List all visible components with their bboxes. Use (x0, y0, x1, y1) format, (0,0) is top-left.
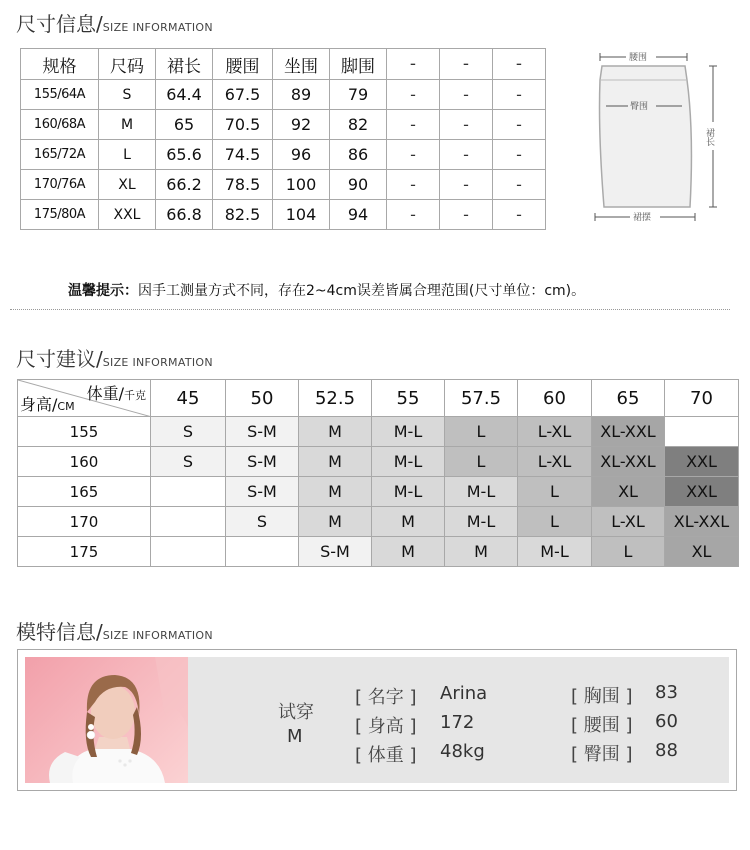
advice-weight-header: 70 (665, 380, 739, 417)
advice-weight-header: 52.5 (299, 380, 372, 417)
advice-size-cell (151, 537, 226, 567)
advice-height-cell: 160 (18, 447, 151, 477)
model-weight-label: [ 体重 ] (355, 745, 417, 766)
model-height-value: 172 (440, 712, 475, 733)
size-table-cell: 79 (330, 80, 387, 110)
advice-size-cell: M (299, 447, 372, 477)
size-table-cell: L (99, 140, 156, 170)
advice-size-cell: M (299, 417, 372, 447)
model-try-size: M (287, 726, 303, 747)
advice-size-cell: S-M (299, 537, 372, 567)
advice-size-cell (151, 477, 226, 507)
size-info-title (16, 8, 213, 37)
size-table-header-cell: - (387, 49, 440, 80)
size-table-cell: - (493, 200, 546, 230)
skirt-diagram (590, 52, 730, 232)
size-table-cell: 170/76A (21, 170, 99, 200)
advice-size-cell: L (445, 417, 518, 447)
size-table-cell: 65 (156, 110, 213, 140)
size-table-cell: - (493, 170, 546, 200)
section-divider (10, 309, 730, 310)
size-table-cell: XL (99, 170, 156, 200)
size-table-cell: - (493, 140, 546, 170)
size-table-cell: XXL (99, 200, 156, 230)
advice-height-cell: 155 (18, 417, 151, 447)
advice-table-row (18, 477, 739, 507)
size-table-cell: 82.5 (213, 200, 273, 230)
model-photo (25, 657, 188, 783)
model-name-label: [ 名字 ] (355, 687, 417, 708)
advice-size-cell: M-L (518, 537, 592, 567)
size-table-cell: 175/80A (21, 200, 99, 230)
model-height-label: [ 身高 ] (355, 716, 417, 737)
advice-size-cell: L (518, 507, 592, 537)
advice-weight-header: 57.5 (445, 380, 518, 417)
advice-size-cell: XXL (665, 447, 739, 477)
size-table-row (21, 80, 546, 110)
size-table-cell: - (493, 80, 546, 110)
size-table-cell: 100 (273, 170, 330, 200)
size-advice-title-cn: 尺寸建议/ (16, 347, 103, 371)
size-table-cell: 86 (330, 140, 387, 170)
model-bust-value: 83 (655, 682, 678, 703)
advice-size-cell: S-M (226, 417, 299, 447)
size-table-header-cell: - (493, 49, 546, 80)
size-advice-table (17, 379, 739, 567)
advice-size-cell: XL-XXL (665, 507, 739, 537)
size-table-cell: - (387, 170, 440, 200)
size-table-cell: - (493, 110, 546, 140)
size-advice-title-en: SIZE INFORMATION (102, 356, 213, 369)
model-illustration (25, 657, 188, 783)
size-table-header-cell: 裙长 (156, 49, 213, 80)
model-weight-value: 48kg (440, 741, 485, 762)
size-table-cell: 82 (330, 110, 387, 140)
advice-size-cell: S (151, 447, 226, 477)
advice-size-cell: S-M (226, 477, 299, 507)
size-table-cell: - (440, 110, 493, 140)
size-table-row (21, 140, 546, 170)
size-table-header-cell: - (440, 49, 493, 80)
size-table-cell: 65.6 (156, 140, 213, 170)
advice-height-cell: 170 (18, 507, 151, 537)
size-table-cell: 165/72A (21, 140, 99, 170)
advice-size-cell: M-L (372, 417, 445, 447)
advice-size-cell: XL-XXL (592, 417, 665, 447)
tip-text (68, 280, 585, 300)
advice-size-cell: L (445, 447, 518, 477)
size-table-row (21, 170, 546, 200)
advice-size-cell: M (372, 507, 445, 537)
advice-size-cell: S-M (226, 447, 299, 477)
advice-size-cell: XL-XXL (592, 447, 665, 477)
advice-size-cell: L-XL (518, 447, 592, 477)
size-table-header-cell: 规格 (21, 49, 99, 80)
advice-size-cell: M-L (372, 477, 445, 507)
size-table-cell: 92 (273, 110, 330, 140)
size-table-cell: - (440, 140, 493, 170)
advice-size-cell: S (151, 417, 226, 447)
corner-weight-label (87, 381, 146, 404)
model-bust-label: [ 胸围 ] (571, 686, 633, 707)
advice-height-cell: 175 (18, 537, 151, 567)
size-table-cell: - (387, 80, 440, 110)
size-table-cell: S (99, 80, 156, 110)
advice-table-row (18, 447, 739, 477)
size-table-cell: 89 (273, 80, 330, 110)
advice-weight-header: 45 (151, 380, 226, 417)
size-table-cell: - (387, 140, 440, 170)
advice-size-cell (226, 537, 299, 567)
size-table-cell: 155/64A (21, 80, 99, 110)
size-table-header-cell: 坐围 (273, 49, 330, 80)
model-info-box (17, 649, 737, 791)
advice-table-row (18, 537, 739, 567)
advice-size-cell: XL (665, 537, 739, 567)
advice-table-row (18, 507, 739, 537)
diagram-waist-label: 腰围 (629, 53, 648, 63)
advice-size-cell: XXL (665, 477, 739, 507)
advice-weight-header: 55 (372, 380, 445, 417)
size-table-cell: - (440, 80, 493, 110)
size-table-header-cell: 脚围 (330, 49, 387, 80)
size-table-cell: 160/68A (21, 110, 99, 140)
size-table-cell: 74.5 (213, 140, 273, 170)
advice-size-cell: M (299, 507, 372, 537)
advice-size-cell: L (592, 537, 665, 567)
advice-size-cell: XL (592, 477, 665, 507)
model-name-value: Arina (440, 683, 488, 704)
size-advice-title (16, 343, 213, 372)
advice-size-cell: M (445, 537, 518, 567)
advice-size-cell (665, 417, 739, 447)
size-table-row (21, 200, 546, 230)
advice-size-cell: M-L (372, 447, 445, 477)
size-table-header-row (21, 49, 546, 80)
size-table-cell: M (99, 110, 156, 140)
corner-height-label (20, 392, 75, 415)
corner-weight-text: 体重/ (86, 384, 124, 403)
tip-label: 温馨提示： (68, 283, 138, 299)
size-table-cell: 66.8 (156, 200, 213, 230)
size-table-cell: 94 (330, 200, 387, 230)
model-hip-value: 88 (655, 740, 678, 761)
model-info-title (16, 616, 213, 645)
size-info-table (20, 48, 546, 230)
size-table-header-cell: 腰围 (213, 49, 273, 80)
size-table-cell: 78.5 (213, 170, 273, 200)
model-info-panel (25, 657, 729, 783)
size-table-cell: 96 (273, 140, 330, 170)
diagram-length-label: 裙长 (704, 128, 714, 146)
advice-size-cell: M (372, 537, 445, 567)
model-waist-label: [ 腰围 ] (571, 715, 633, 736)
advice-size-cell: S (226, 507, 299, 537)
size-table-cell: 64.4 (156, 80, 213, 110)
diagram-hem-label: 裙摆 (633, 213, 652, 223)
advice-size-cell: L-XL (518, 417, 592, 447)
size-table-header-cell: 尺码 (99, 49, 156, 80)
model-hip-label: [ 臀围 ] (571, 744, 633, 765)
advice-height-cell: 165 (18, 477, 151, 507)
advice-size-cell: L-XL (592, 507, 665, 537)
diagram-hip-label: 臀围 (630, 102, 649, 112)
size-table-cell: 104 (273, 200, 330, 230)
advice-size-cell: M (299, 477, 372, 507)
corner-height-text: 身高/ (20, 395, 58, 414)
advice-table-row (18, 417, 739, 447)
size-table-row (21, 110, 546, 140)
size-table-cell: 67.5 (213, 80, 273, 110)
model-waist-value: 60 (655, 711, 678, 732)
advice-weight-header: 50 (226, 380, 299, 417)
advice-weight-header: 60 (518, 380, 592, 417)
size-table-cell: 70.5 (213, 110, 273, 140)
size-table-cell: - (440, 170, 493, 200)
size-table-cell: - (387, 110, 440, 140)
model-info-title-cn: 模特信息/ (16, 620, 103, 644)
size-info-title-cn: 尺寸信息/ (16, 12, 103, 36)
corner-height-unit: CM (57, 400, 75, 413)
size-info-title-en: SIZE INFORMATION (102, 21, 213, 34)
advice-size-cell: M-L (445, 477, 518, 507)
corner-weight-unit: 千克 (124, 389, 146, 402)
advice-size-cell: M-L (445, 507, 518, 537)
size-table-cell: - (387, 200, 440, 230)
model-try-label: 试穿 (278, 702, 314, 723)
advice-weight-header: 65 (592, 380, 665, 417)
size-table-cell: - (440, 200, 493, 230)
advice-size-cell (151, 507, 226, 537)
tip-body: 因手工测量方式不同，存在2~4cm误差皆属合理范围(尺寸单位：cm)。 (138, 283, 586, 299)
model-info-title-en: SIZE INFORMATION (102, 629, 213, 642)
advice-size-cell: L (518, 477, 592, 507)
advice-table-corner (18, 380, 151, 417)
size-table-cell: 90 (330, 170, 387, 200)
size-table-cell: 66.2 (156, 170, 213, 200)
